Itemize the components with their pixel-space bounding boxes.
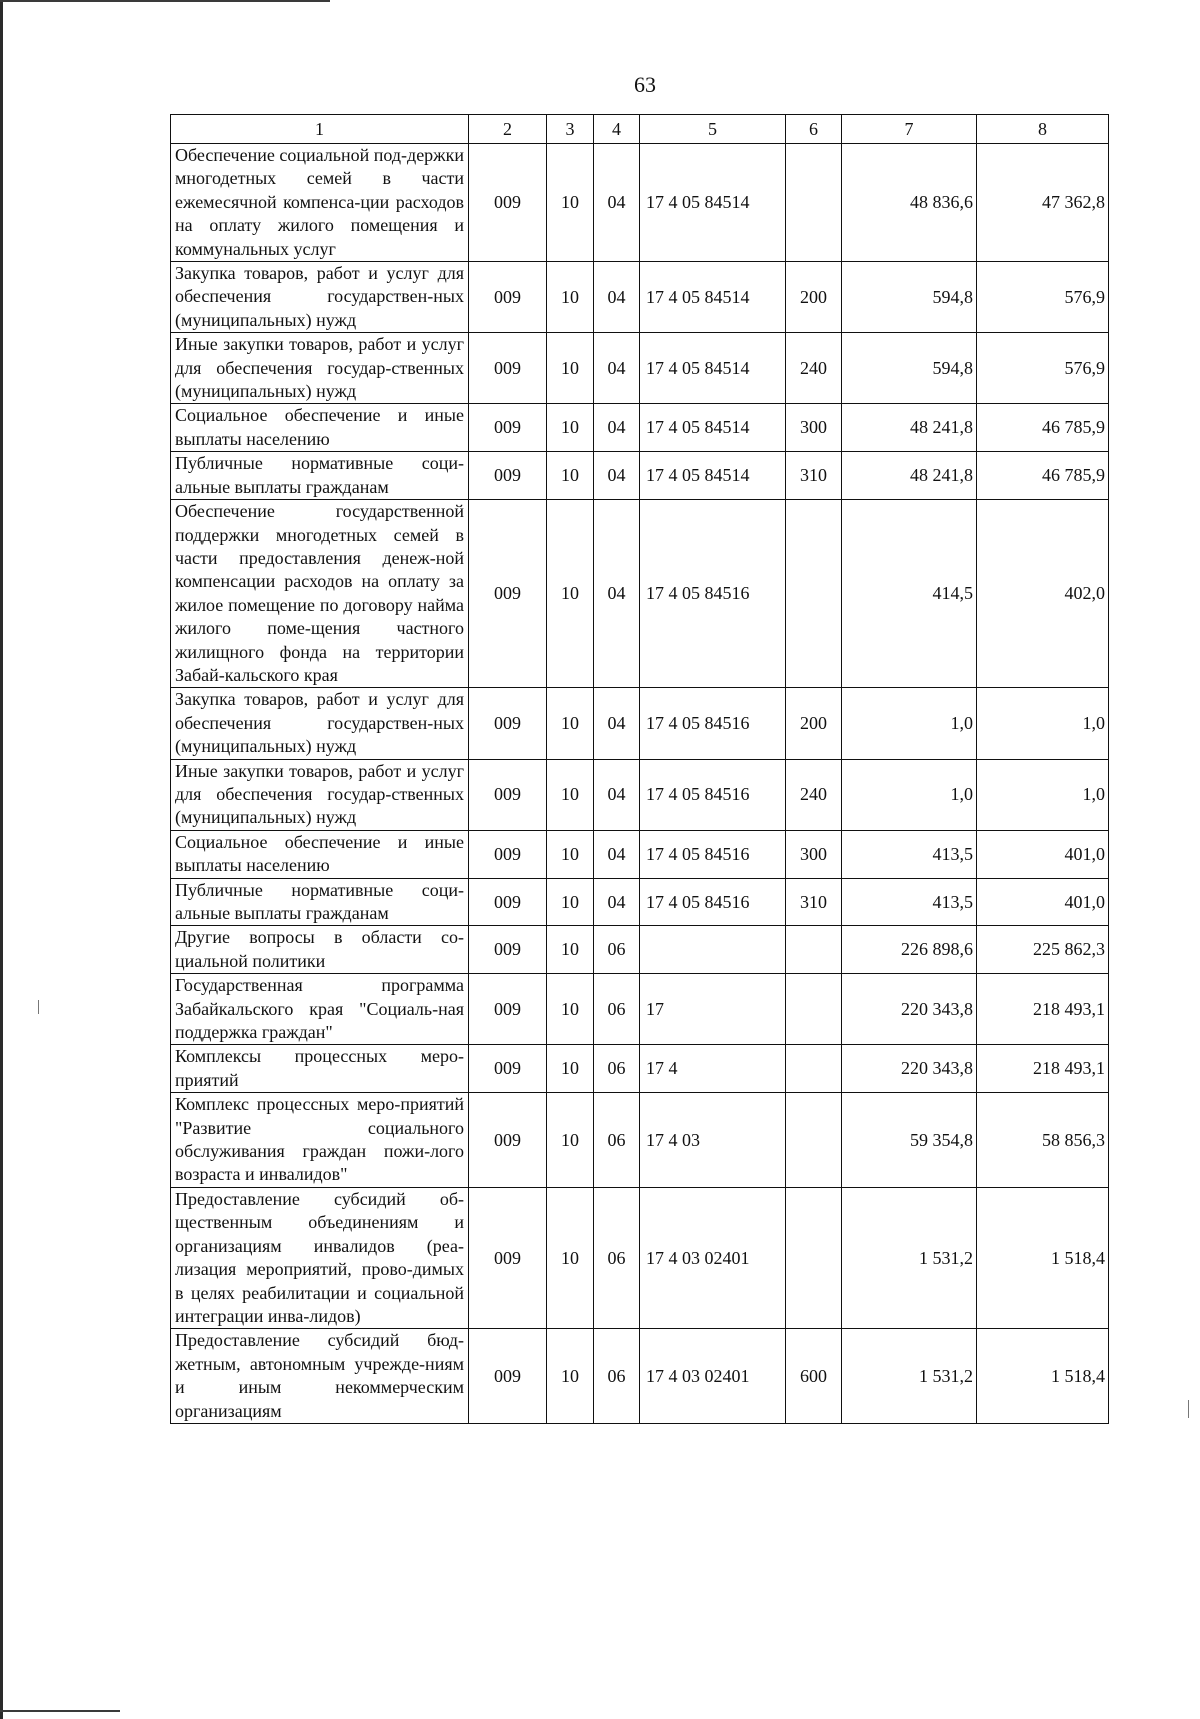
target-article-cell: 17 4 05 84514 xyxy=(640,262,786,333)
table-row xyxy=(171,926,1109,974)
section-cell: 10 xyxy=(547,974,594,1045)
amount-col7-cell: 1 531,2 xyxy=(842,1329,977,1424)
expense-type-cell xyxy=(786,974,842,1045)
ministry-code-cell: 009 xyxy=(469,878,547,926)
expense-type-cell xyxy=(786,1045,842,1093)
table-row xyxy=(171,1187,1109,1328)
table-row xyxy=(171,878,1109,926)
amount-col7-cell: 594,8 xyxy=(842,333,977,404)
amount-col7-cell: 414,5 xyxy=(842,500,977,688)
column-header: 2 xyxy=(469,115,547,144)
section-cell: 10 xyxy=(547,500,594,688)
expense-type-cell xyxy=(786,1187,842,1328)
section-cell: 10 xyxy=(547,1187,594,1328)
table-row xyxy=(171,688,1109,759)
expense-item-name: Иные закупки товаров, работ и услуг для обеспечения государ-ственных (муниципальных) нужд xyxy=(171,333,469,404)
subsection-cell: 04 xyxy=(594,404,640,452)
amount-col7-cell: 1,0 xyxy=(842,688,977,759)
column-header: 8 xyxy=(977,115,1109,144)
table-row xyxy=(171,262,1109,333)
target-article-cell: 17 4 03 02401 xyxy=(640,1187,786,1328)
subsection-cell: 06 xyxy=(594,1187,640,1328)
amount-col8-cell: 47 362,8 xyxy=(977,144,1109,262)
amount-col8-cell: 1 518,4 xyxy=(977,1187,1109,1328)
subsection-cell: 04 xyxy=(594,262,640,333)
target-article-cell: 17 xyxy=(640,974,786,1045)
section-cell: 10 xyxy=(547,830,594,878)
expense-type-cell: 310 xyxy=(786,452,842,500)
scan-left-edge xyxy=(0,0,3,1719)
section-cell: 10 xyxy=(547,688,594,759)
ministry-code-cell: 009 xyxy=(469,830,547,878)
expense-type-cell: 200 xyxy=(786,262,842,333)
table-row xyxy=(171,759,1109,830)
page-number: 63 xyxy=(634,72,656,97)
expense-item-name: Иные закупки товаров, работ и услуг для обеспечения государ-ственных (муниципальных) нужд xyxy=(171,759,469,830)
subsection-cell: 04 xyxy=(594,759,640,830)
expense-item-name: Закупка товаров, работ и услуг для обеспечения государствен-ных (муниципальных) нужд xyxy=(171,262,469,333)
expense-item-name: Обеспечение государственной поддержки многодетных семей в части предоставления денеж-ной компенсации расходов на оплату за жилое помещение по договору найма жилого поме-щения частного жилищного фонда на территории Забай-кальского края xyxy=(171,500,469,688)
expense-item-name: Государственная программа Забайкальского края "Социаль-ная поддержка граждан" xyxy=(171,974,469,1045)
ministry-code-cell: 009 xyxy=(469,500,547,688)
amount-col7-cell: 220 343,8 xyxy=(842,974,977,1045)
expense-type-cell: 300 xyxy=(786,404,842,452)
target-article-cell: 17 4 05 84516 xyxy=(640,759,786,830)
amount-col8-cell: 401,0 xyxy=(977,830,1109,878)
column-header: 3 xyxy=(547,115,594,144)
expense-type-cell xyxy=(786,500,842,688)
subsection-cell: 04 xyxy=(594,878,640,926)
ministry-code-cell: 009 xyxy=(469,144,547,262)
subsection-cell: 04 xyxy=(594,500,640,688)
expense-type-cell xyxy=(786,144,842,262)
table-row xyxy=(171,144,1109,262)
column-header: 7 xyxy=(842,115,977,144)
subsection-cell: 06 xyxy=(594,1329,640,1424)
subsection-cell: 06 xyxy=(594,1045,640,1093)
amount-col7-cell: 48 241,8 xyxy=(842,452,977,500)
expense-item-name: Социальное обеспечение и иные выплаты населению xyxy=(171,404,469,452)
table-row xyxy=(171,1045,1109,1093)
subsection-cell: 04 xyxy=(594,830,640,878)
section-cell: 10 xyxy=(547,1045,594,1093)
amount-col8-cell: 402,0 xyxy=(977,500,1109,688)
amount-col8-cell: 218 493,1 xyxy=(977,974,1109,1045)
target-article-cell xyxy=(640,926,786,974)
ministry-code-cell: 009 xyxy=(469,974,547,1045)
expense-type-cell: 300 xyxy=(786,830,842,878)
column-header: 5 xyxy=(640,115,786,144)
scan-speck xyxy=(38,1000,39,1014)
expense-item-name: Предоставление субсидий об-щественным объединениям и организациям инвалидов (реа-лизация мероприятий, прово-димых в целях реабилитации и социальной интеграции инва-лидов) xyxy=(171,1187,469,1328)
expense-item-name: Публичные нормативные соци-альные выплаты гражданам xyxy=(171,878,469,926)
section-cell: 10 xyxy=(547,333,594,404)
expense-item-name: Другие вопросы в области со-циальной политики xyxy=(171,926,469,974)
section-cell: 10 xyxy=(547,926,594,974)
section-cell: 10 xyxy=(547,144,594,262)
table-row xyxy=(171,333,1109,404)
ministry-code-cell: 009 xyxy=(469,1045,547,1093)
target-article-cell: 17 4 03 xyxy=(640,1093,786,1188)
scan-speck xyxy=(1188,1400,1189,1418)
amount-col8-cell: 1 518,4 xyxy=(977,1329,1109,1424)
ministry-code-cell: 009 xyxy=(469,1093,547,1188)
scan-top-edge xyxy=(0,0,330,2)
section-cell: 10 xyxy=(547,404,594,452)
ministry-code-cell: 009 xyxy=(469,926,547,974)
section-cell: 10 xyxy=(547,759,594,830)
target-article-cell: 17 4 05 84514 xyxy=(640,333,786,404)
amount-col7-cell: 1 531,2 xyxy=(842,1187,977,1328)
expense-item-name: Закупка товаров, работ и услуг для обеспечения государствен-ных (муниципальных) нужд xyxy=(171,688,469,759)
subsection-cell: 06 xyxy=(594,1093,640,1188)
subsection-cell: 06 xyxy=(594,926,640,974)
amount-col7-cell: 59 354,8 xyxy=(842,1093,977,1188)
section-cell: 10 xyxy=(547,1329,594,1424)
ministry-code-cell: 009 xyxy=(469,404,547,452)
amount-col7-cell: 48 241,8 xyxy=(842,404,977,452)
expense-type-cell: 600 xyxy=(786,1329,842,1424)
expense-type-cell xyxy=(786,926,842,974)
table-row xyxy=(171,500,1109,688)
expense-type-cell: 310 xyxy=(786,878,842,926)
target-article-cell: 17 4 05 84514 xyxy=(640,404,786,452)
target-article-cell: 17 4 05 84516 xyxy=(640,830,786,878)
ministry-code-cell: 009 xyxy=(469,759,547,830)
ministry-code-cell: 009 xyxy=(469,333,547,404)
amount-col7-cell: 413,5 xyxy=(842,830,977,878)
table-row xyxy=(171,452,1109,500)
expense-item-name: Комплексы процессных меро-приятий xyxy=(171,1045,469,1093)
amount-col8-cell: 46 785,9 xyxy=(977,452,1109,500)
section-cell: 10 xyxy=(547,1093,594,1188)
subsection-cell: 06 xyxy=(594,974,640,1045)
target-article-cell: 17 4 05 84516 xyxy=(640,500,786,688)
section-cell: 10 xyxy=(547,878,594,926)
amount-col7-cell: 594,8 xyxy=(842,262,977,333)
expense-item-name: Комплекс процессных меро-приятий "Развитие социального обслуживания граждан пожи-лого возраста и инвалидов" xyxy=(171,1093,469,1188)
table-row xyxy=(171,974,1109,1045)
amount-col8-cell: 46 785,9 xyxy=(977,404,1109,452)
amount-col7-cell: 1,0 xyxy=(842,759,977,830)
amount-col8-cell: 576,9 xyxy=(977,333,1109,404)
ministry-code-cell: 009 xyxy=(469,1329,547,1424)
expense-type-cell: 240 xyxy=(786,759,842,830)
ministry-code-cell: 009 xyxy=(469,688,547,759)
amount-col8-cell: 1,0 xyxy=(977,688,1109,759)
budget-table xyxy=(170,114,1109,1424)
subsection-cell: 04 xyxy=(594,144,640,262)
target-article-cell: 17 4 xyxy=(640,1045,786,1093)
scan-bottom-edge xyxy=(0,1710,120,1712)
ministry-code-cell: 009 xyxy=(469,262,547,333)
subsection-cell: 04 xyxy=(594,333,640,404)
amount-col7-cell: 226 898,6 xyxy=(842,926,977,974)
target-article-cell: 17 4 05 84516 xyxy=(640,688,786,759)
expense-item-name: Предоставление субсидий бюд-жетным, автономным учрежде-ниям и иным некоммерческим организациям xyxy=(171,1329,469,1424)
target-article-cell: 17 4 05 84514 xyxy=(640,144,786,262)
column-header: 4 xyxy=(594,115,640,144)
amount-col7-cell: 220 343,8 xyxy=(842,1045,977,1093)
expense-type-cell: 200 xyxy=(786,688,842,759)
table-row xyxy=(171,404,1109,452)
subsection-cell: 04 xyxy=(594,688,640,759)
target-article-cell: 17 4 03 02401 xyxy=(640,1329,786,1424)
amount-col8-cell: 576,9 xyxy=(977,262,1109,333)
column-header: 1 xyxy=(171,115,469,144)
expense-item-name: Публичные нормативные соци-альные выплаты гражданам xyxy=(171,452,469,500)
column-header: 6 xyxy=(786,115,842,144)
amount-col8-cell: 218 493,1 xyxy=(977,1045,1109,1093)
amount-col8-cell: 225 862,3 xyxy=(977,926,1109,974)
target-article-cell: 17 4 05 84516 xyxy=(640,878,786,926)
subsection-cell: 04 xyxy=(594,452,640,500)
target-article-cell: 17 4 05 84514 xyxy=(640,452,786,500)
amount-col8-cell: 58 856,3 xyxy=(977,1093,1109,1188)
expense-type-cell xyxy=(786,1093,842,1188)
table-header-row xyxy=(171,115,1109,144)
amount-col8-cell: 401,0 xyxy=(977,878,1109,926)
amount-col7-cell: 413,5 xyxy=(842,878,977,926)
amount-col7-cell: 48 836,6 xyxy=(842,144,977,262)
ministry-code-cell: 009 xyxy=(469,452,547,500)
expense-item-name: Социальное обеспечение и иные выплаты населению xyxy=(171,830,469,878)
ministry-code-cell: 009 xyxy=(469,1187,547,1328)
amount-col8-cell: 1,0 xyxy=(977,759,1109,830)
expense-type-cell: 240 xyxy=(786,333,842,404)
expense-item-name: Обеспечение социальной под-держки многодетных семей в части ежемесячной компенса-ции расходов на оплату жилого помещения и коммунальных услуг xyxy=(171,144,469,262)
section-cell: 10 xyxy=(547,452,594,500)
table-row xyxy=(171,1093,1109,1188)
table-row xyxy=(171,830,1109,878)
section-cell: 10 xyxy=(547,262,594,333)
table-row xyxy=(171,1329,1109,1424)
